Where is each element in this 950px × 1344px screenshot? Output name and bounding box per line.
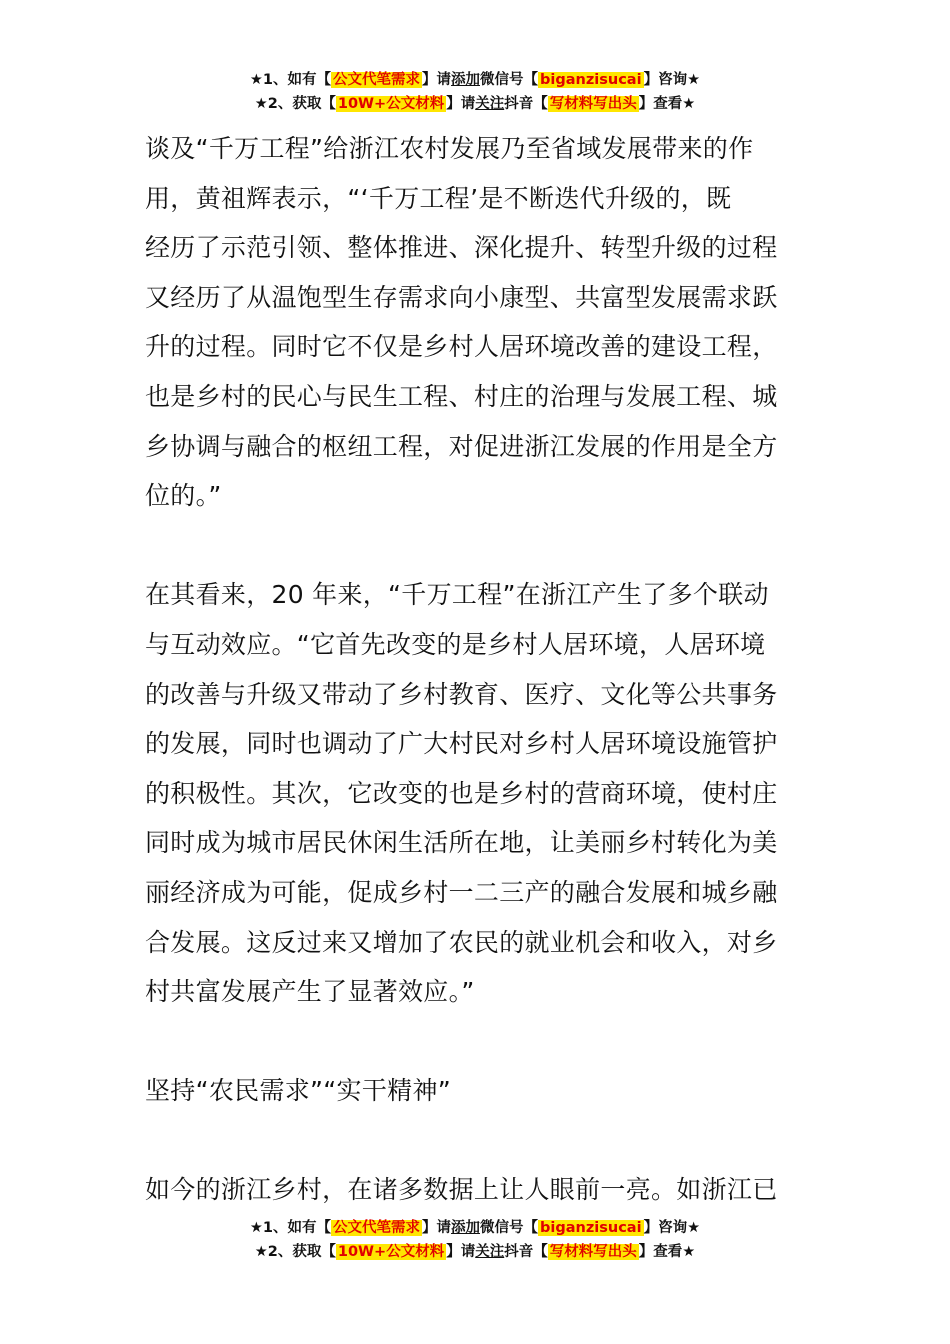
paragraph-2 [145, 570, 810, 1016]
text-line: 经历了示范引领、整体推进、深化提升、转型升级的过程 [145, 233, 778, 263]
banner-text: 微信号【 [480, 1220, 539, 1236]
promo-banner-top [0, 68, 950, 116]
banner-line-2 [0, 1240, 950, 1264]
paragraph-gap [145, 521, 810, 571]
banner-text: ★1、如有【 [249, 72, 332, 88]
text-line: 同时成为城市居民休闲生活所在地，让美丽乡村转化为美 [145, 828, 778, 858]
highlight-text: 公文代笔需求 [333, 72, 421, 88]
promo-banner-bottom [0, 1216, 950, 1264]
highlight-text: 公文代笔需求 [333, 1220, 421, 1236]
banner-line-1 [0, 1216, 950, 1240]
banner-line-2 [0, 92, 950, 116]
banner-line-1 [0, 68, 950, 92]
text-line: 的积极性。其次，它改变的也是乡村的营商环境，使村庄 [145, 778, 778, 808]
highlight-text: 写材料写出头 [549, 96, 637, 112]
text-line: 在其看来，20 年来，“千万工程”在浙江产生了多个联动 [145, 580, 769, 610]
paragraph-1 [145, 124, 810, 521]
text-line: 与互动效应。“它首先改变的是乡村人居环境，人居环境 [145, 629, 766, 659]
text-line: 也是乡村的民心与民生工程、村庄的治理与发展工程、城 [145, 381, 778, 411]
banner-text: ★2、获取【 [254, 96, 336, 112]
text-line: 谈及“千万工程”给浙江农村发展乃至省域发展带来的作 [145, 134, 754, 163]
highlight-text: 10W+公文材料 [337, 96, 445, 112]
banner-text: 抖音【 [504, 96, 548, 112]
banner-text: 】请 [446, 1244, 476, 1260]
highlight-text: 10W+公文材料 [337, 1244, 445, 1260]
banner-text: 】查看★ [638, 96, 696, 112]
paragraph-3 [145, 1165, 810, 1215]
highlight-text: 写材料写出头 [549, 1244, 637, 1260]
banner-text: 抖音【 [504, 1244, 548, 1260]
highlight-text: biganzisucai [540, 1220, 642, 1236]
underlined-text: 添加 [451, 72, 481, 88]
underlined-text: 添加 [451, 1220, 481, 1236]
text-line: 的改善与升级又带动了乡村教育、医疗、文化等公共事务 [145, 679, 778, 709]
underlined-text: 关注 [475, 1244, 505, 1260]
paragraph-gap [145, 1017, 810, 1067]
banner-text: 】请 [446, 96, 476, 112]
text-line: 位的。” [145, 481, 222, 511]
banner-text: 微信号【 [480, 72, 539, 88]
text-line: 乡协调与融合的枢纽工程，对促进浙江发展的作用是全方 [145, 431, 778, 461]
underlined-text: 关注 [475, 96, 505, 112]
text-line: 用，黄祖辉表示，“‘千万工程’是不断迭代升级的，既 [145, 183, 732, 213]
banner-text: 】咨询★ [643, 72, 701, 88]
banner-text: 】请 [422, 1220, 452, 1236]
banner-text: 】查看★ [638, 1244, 696, 1260]
banner-text: ★2、获取【 [254, 1244, 336, 1260]
banner-text: ★1、如有【 [249, 1220, 332, 1236]
banner-text: 】咨询★ [643, 1220, 701, 1236]
paragraph-gap [145, 1116, 810, 1166]
text-line: 如今的浙江乡村，在诸多数据上让人眼前一亮。如浙江已 [145, 1175, 778, 1205]
document-body [145, 124, 810, 1215]
text-line: 村共富发展产生了显著效应。” [145, 977, 475, 1007]
highlight-text: biganzisucai [540, 72, 642, 88]
text-line: 合发展。这反过来又增加了农民的就业机会和收入，对乡 [145, 927, 778, 957]
text-line: 又经历了从温饱型生存需求向小康型、共富型发展需求跃 [145, 282, 778, 312]
section-heading: 坚持“农民需求”“实干精神” [145, 1076, 452, 1106]
banner-text: 】请 [422, 72, 452, 88]
text-line: 的发展，同时也调动了广大村民对乡村人居环境设施管护 [145, 729, 778, 759]
text-line: 丽经济成为可能，促成乡村一二三产的融合发展和城乡融 [145, 877, 778, 907]
text-line: 升的过程。同时它不仅是乡村人居环境改善的建设工程， [145, 332, 778, 362]
